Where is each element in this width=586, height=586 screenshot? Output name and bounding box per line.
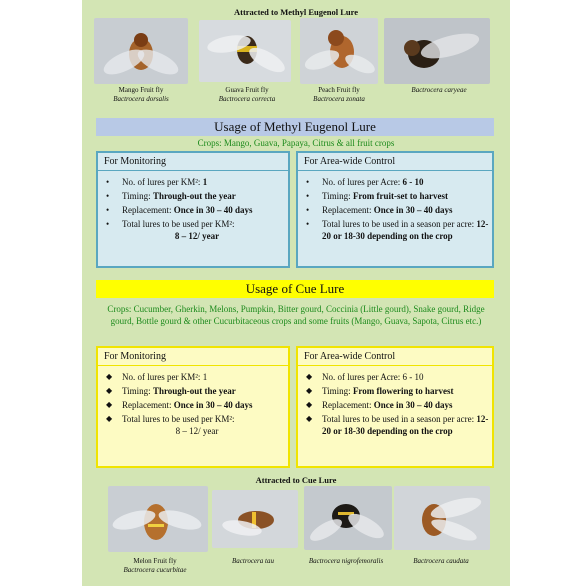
lures-item: ◆ No. of lures per KM²: 1	[98, 371, 288, 383]
replacement-item: • Replacement: Once in 30 – 40 days	[98, 204, 288, 216]
cue-section-title: Usage of Cue Lure	[96, 280, 494, 298]
total-item: ◆ Total lures to be used in a season per acre: 12-20 or 18-30 depending on the crop	[298, 413, 492, 437]
lures-item: • No. of lures per Acre: 6 - 10	[298, 176, 492, 188]
fly-photo-guava	[199, 20, 291, 82]
poster	[82, 0, 510, 586]
fly-photo-mango	[94, 18, 188, 84]
total-item: • Total lures to be used in a season per acre: 12-20 or 18-30 depending on the crop	[298, 218, 492, 242]
total-item: • Total lures to be used per KM²: 8 – 12/ year	[98, 218, 288, 242]
timing-item: ◆ Timing: From flowering to harvest	[298, 385, 492, 397]
timing-item: • Timing: From fruit-set to harvest	[298, 190, 492, 202]
common-name: Guava Fruit fly	[225, 86, 269, 94]
fly-caption-peach	[294, 86, 384, 104]
bottom-header: Attracted to Cue Lure	[255, 475, 337, 485]
fly-photo-nigrofemoralis	[304, 486, 392, 550]
cue-areawide-box	[296, 346, 494, 468]
box-title: For Area-wide Control	[304, 156, 396, 167]
fly-photo-caryeae	[384, 18, 490, 84]
fly-photo-melon	[108, 486, 208, 552]
replacement-item: ◆ Replacement: Once in 30 – 40 days	[298, 399, 492, 411]
replacement-item: • Replacement: Once in 30 – 40 days	[298, 204, 492, 216]
fly-caption-nigrofemoralis	[294, 557, 398, 566]
fly-photo-caudata	[394, 486, 490, 550]
scientific-name: Bactrocera correcta	[218, 95, 276, 103]
scientific-name: Bactrocera caryeae	[411, 86, 467, 94]
cue-monitoring-box	[96, 346, 290, 468]
top-header: Attracted to Methyl Eugenol Lure	[233, 7, 359, 17]
common-name: Mango Fruit fly	[118, 86, 164, 94]
box-title: For Monitoring	[104, 156, 166, 167]
me-areawide-box	[296, 151, 494, 268]
fly-photo-peach	[300, 18, 378, 84]
scientific-name: Bactrocera nigrofemoralis	[308, 557, 384, 565]
scientific-name: Bactrocera tau	[232, 557, 274, 565]
fly-caption-guava	[202, 86, 292, 104]
timing-item: ◆ Timing: Through-out the year	[98, 385, 288, 397]
fly-caption-caudata	[396, 557, 486, 566]
common-name: Peach Fruit fly	[318, 86, 360, 94]
total-item: ◆ Total lures to be used per KM²: 8 – 12/ year	[98, 413, 288, 437]
common-name: Melon Fruit fly	[133, 557, 177, 565]
fly-caption-caryeae	[394, 86, 484, 95]
lures-item: • No. of lures per KM²: 1	[98, 176, 288, 188]
scientific-name: Bactrocera zonata	[313, 95, 365, 103]
cue-crops: Crops: Cucumber, Gherkin, Melons, Pumpkin, Bitter gourd, Coccinia (Little gourd), Snake gourd, Ridge gourd, Bottle gourd & other Cucurbitaceous crops and some fruits (Mango, Guava, Sapota, Citrus etc.)	[107, 304, 485, 326]
box-title: For Area-wide Control	[304, 351, 396, 362]
fly-caption-melon	[110, 557, 200, 575]
scientific-name: Bactrocera cucurbitae	[123, 566, 187, 574]
fly-caption-mango	[96, 86, 186, 104]
lures-item: ◆ No. of lures per Acre: 6 - 10	[298, 371, 492, 383]
box-title: For Monitoring	[104, 351, 166, 362]
timing-item: • Timing: Through-out the year	[98, 190, 288, 202]
me-monitoring-box	[96, 151, 290, 268]
me-section-title: Usage of Methyl Eugenol Lure	[96, 118, 494, 136]
scientific-name: Bactrocera dorsalis	[113, 95, 169, 103]
scientific-name: Bactrocera caudata	[413, 557, 469, 565]
replacement-item: ◆ Replacement: Once in 30 – 40 days	[98, 399, 288, 411]
me-crops: Crops: Mango, Guava, Papaya, Citrus & all fruit crops	[197, 138, 395, 148]
fly-photo-tau	[212, 490, 298, 548]
fly-caption-tau	[208, 557, 298, 566]
